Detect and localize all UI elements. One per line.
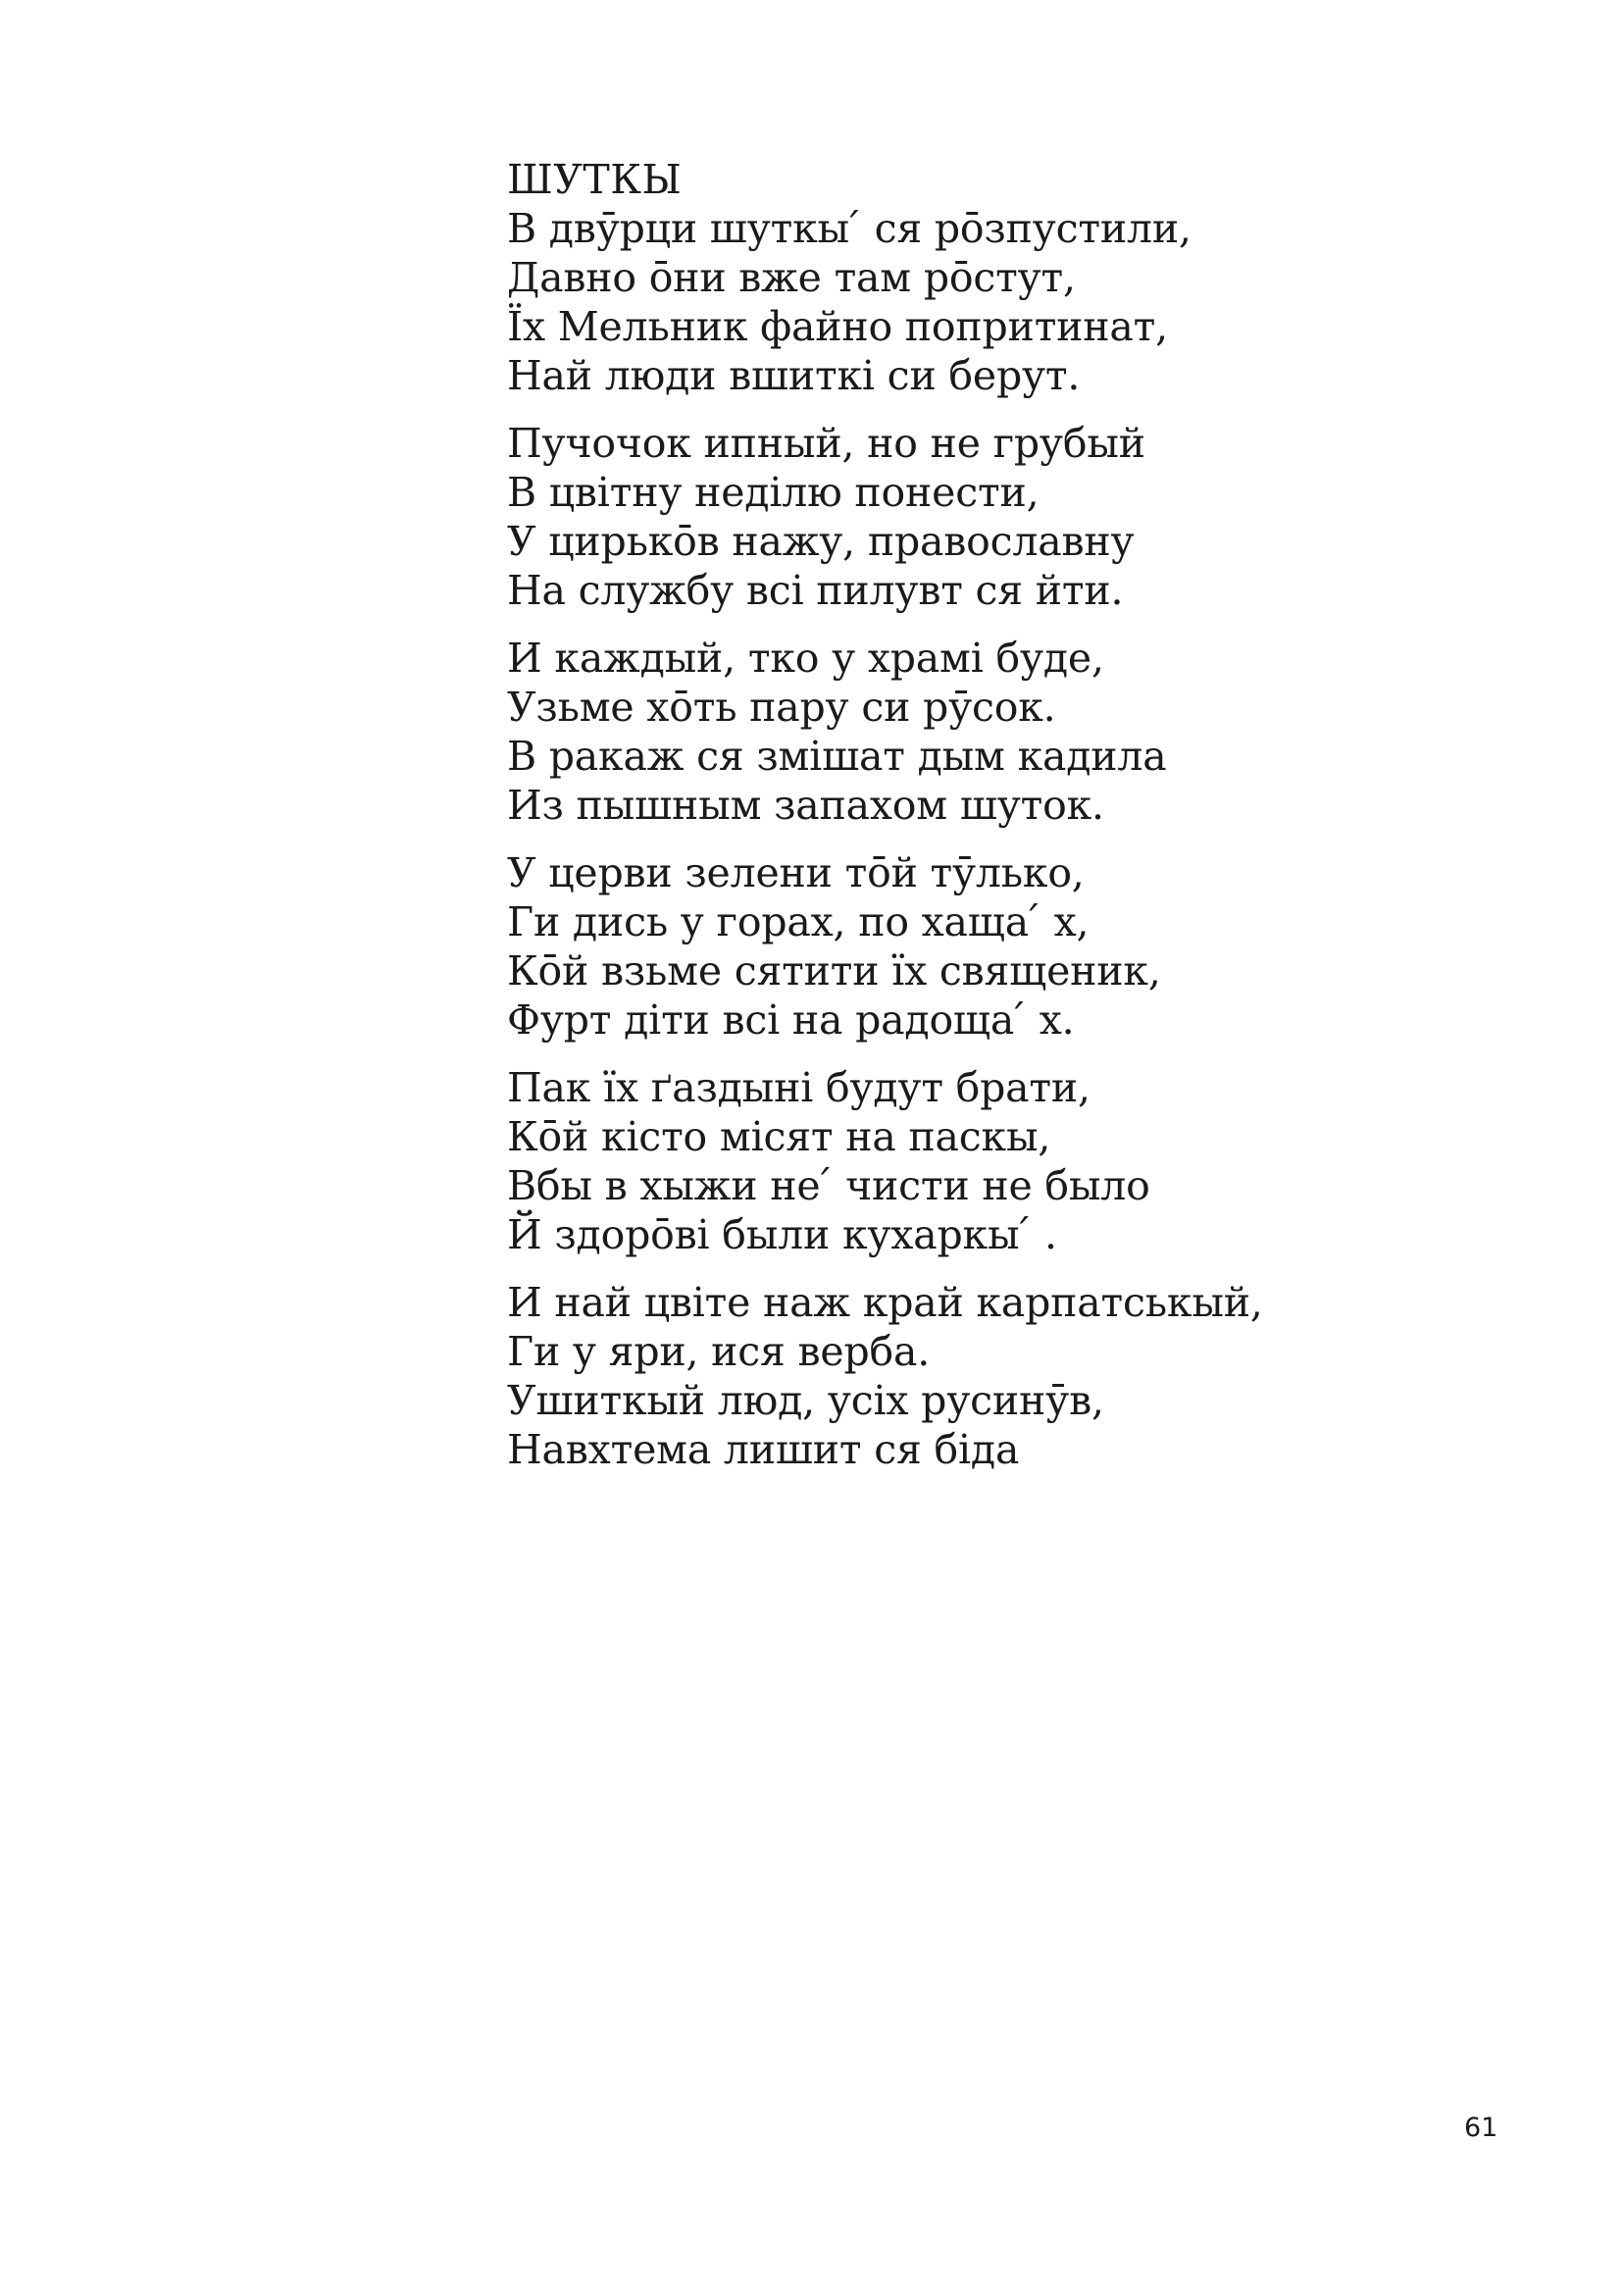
verse-line: Давно ōни вже там рōстут, [507,254,1076,301]
stanza-2 [507,419,1488,615]
verse-line: В цвітну неділю понести, [507,469,1040,516]
page-number: 61 [1464,2113,1498,2143]
verse-line: У церви зелени тōй тӯлько, [507,849,1085,896]
verse-line: Най люди вшиткі си берут. [507,352,1081,399]
stanza-3 [507,634,1488,830]
verse-line: Пучочок ипный, но не грубый [507,420,1145,467]
verse-line: В двӯрци шуткы ́ ся рōзпустили, [507,205,1192,252]
poem [507,155,1488,1474]
verse-line: Кōй кісто місят на паскы, [507,1113,1051,1160]
verse-line: Из пышным запахом шуток. [507,782,1104,829]
verse-line: Їх Мельник файно попритинат, [507,303,1168,350]
stanza-4 [507,848,1488,1045]
verse-line: Пак їх ґаздыні будут брати, [507,1064,1090,1111]
verse-line: Ги у яри, ися верба. [507,1328,931,1375]
verse-line: Й здорōві были кухаркы ́ . [507,1211,1057,1258]
verse-line: И каждый, тко у храмі буде, [507,635,1104,682]
stanza-6 [507,1278,1488,1474]
verse-line: На службу всі пилувт ся йти. [507,567,1124,614]
verse-line: В ракаж ся змішат дым кадила [507,733,1167,780]
verse-line: Фурт діти всі на радоща ́ х. [507,996,1075,1044]
verse-line: И най цвіте наж край карпатськый, [507,1279,1263,1326]
verse-line: Кōй взьме сятити їх священик, [507,947,1161,995]
stanza-1 [507,204,1488,400]
verse-line: Навхтема лишит ся біда [507,1426,1020,1473]
stanza-5 [507,1063,1488,1259]
verse-line: Ушиткый люд, усіх русинӯв, [507,1377,1104,1424]
verse-line: У цирькōв нажу, православну [507,518,1135,565]
verse-line: Вбы в хыжи не ́ чисти не было [507,1162,1150,1209]
verse-line: Ги дись у горах, по хаща ́ х, [507,898,1090,945]
verse-line: Узьме хōть пару си рӯсок. [507,684,1056,731]
poem-title: ШУТКЫ [507,156,683,203]
